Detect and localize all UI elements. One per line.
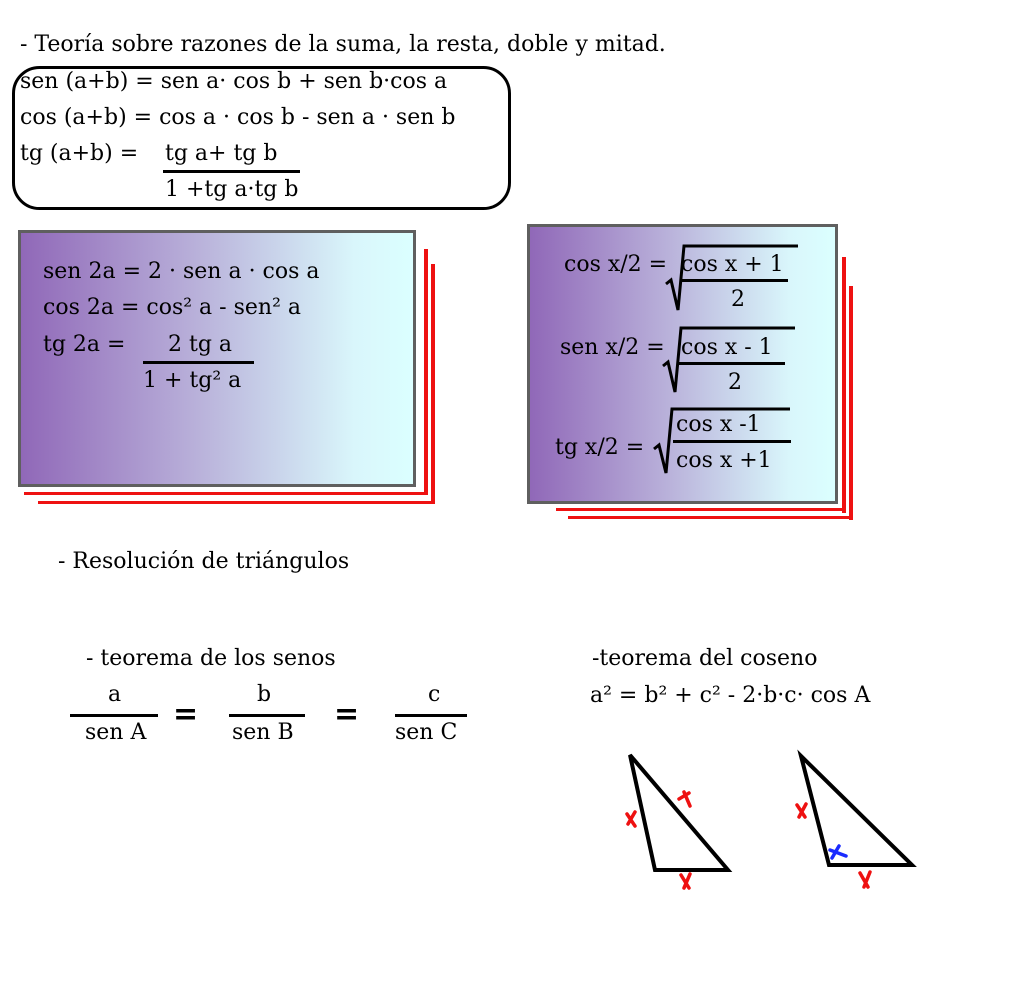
formula-tg-half-numerator: cos x -1 xyxy=(676,412,761,437)
panel-shadow-line xyxy=(431,264,435,504)
sines-denominator-a: sen A xyxy=(85,720,147,745)
panel-shadow-line xyxy=(38,501,435,504)
law-of-sines-title: - teorema de los senos xyxy=(86,646,336,671)
panel-shadow-line xyxy=(556,508,846,511)
sines-denominator-b: sen B xyxy=(232,720,294,745)
formula-tg-double-label: tg 2a = xyxy=(43,332,126,357)
formula-tg-sum-label: tg (a+b) = xyxy=(20,141,139,166)
formula-tg-half-label: tg x/2 = xyxy=(555,435,645,460)
fraction-bar xyxy=(395,714,467,717)
sines-numerator-b: b xyxy=(257,682,272,707)
fraction-bar xyxy=(70,714,158,717)
heading-theory: - Teoría sobre razones de la suma, la resta, doble y mitad. xyxy=(20,32,666,57)
fraction-bar xyxy=(679,362,785,365)
sines-numerator-a: a xyxy=(108,682,122,707)
formula-sen-half-label: sen x/2 = xyxy=(560,335,665,360)
formula-tg-double-numerator: 2 tg a xyxy=(168,332,233,357)
formula-tg-sum-denominator: 1 +tg a·tg b xyxy=(165,177,299,202)
law-of-cosines-title: -teorema del coseno xyxy=(592,646,818,671)
formula-tg-half-denominator: cos x +1 xyxy=(676,448,772,473)
panel-shadow-line xyxy=(424,249,428,495)
heading-triangles: - Resolución de triángulos xyxy=(58,549,350,574)
formula-cos-half-numerator: cos x + 1 xyxy=(681,252,784,277)
equals-sign: = xyxy=(334,697,360,732)
fraction-bar xyxy=(143,361,254,364)
panel-shadow-line xyxy=(568,516,853,519)
formula-cos-sum: cos (a+b) = cos a · cos b - sen a · sen b xyxy=(20,105,456,130)
formula-cos-half-denominator: 2 xyxy=(731,287,745,312)
panel-shadow-line xyxy=(24,492,428,495)
formula-cos-double: cos 2a = cos² a - sen² a xyxy=(43,295,301,320)
sines-numerator-c: c xyxy=(428,682,441,707)
triangle-diagram-1 xyxy=(618,745,758,895)
formula-sen-half-denominator: 2 xyxy=(728,370,742,395)
formula-sen-double: sen 2a = 2 · sen a · cos a xyxy=(43,259,320,284)
equals-sign: = xyxy=(173,697,199,732)
fraction-bar xyxy=(680,279,788,282)
triangle-diagram-2 xyxy=(790,745,930,895)
formula-sen-half-numerator: cos x - 1 xyxy=(681,335,773,360)
fraction-bar xyxy=(229,714,305,717)
formula-sen-sum: sen (a+b) = sen a· cos b + sen b·cos a xyxy=(20,69,448,94)
fraction-bar xyxy=(163,170,300,173)
fraction-bar xyxy=(673,440,791,443)
panel-shadow-line xyxy=(842,257,846,513)
formula-cos-half-label: cos x/2 = xyxy=(564,252,668,277)
law-of-cosines-formula: a² = b² + c² - 2·b·c· cos A xyxy=(590,683,871,708)
formula-tg-sum-numerator: tg a+ tg b xyxy=(165,141,278,166)
formula-tg-double-denominator: 1 + tg² a xyxy=(143,368,242,393)
sines-denominator-c: sen C xyxy=(395,720,458,745)
panel-shadow-line xyxy=(849,286,853,520)
